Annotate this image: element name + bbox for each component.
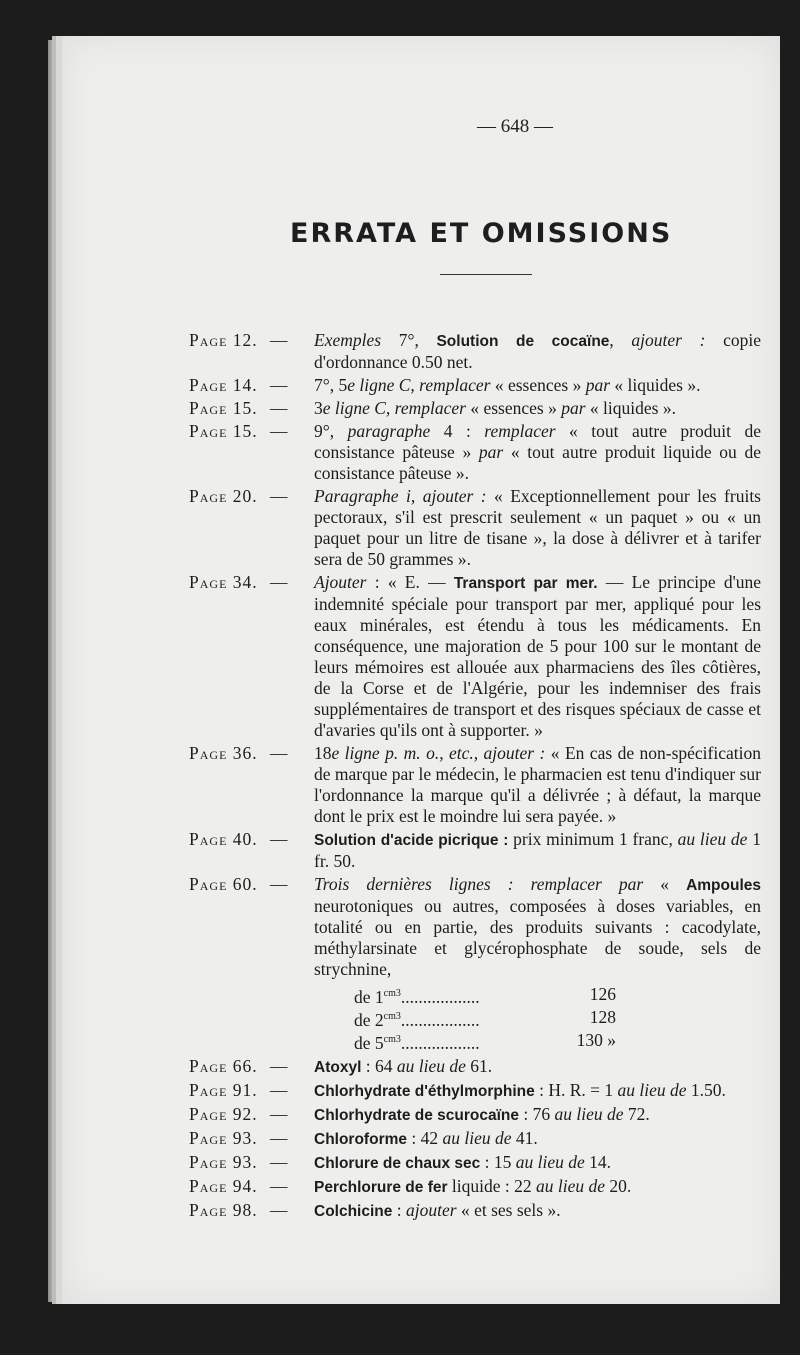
text-run: — Le principe d'une indemnité spéciale pour transport par mer, appliqué pour les eaux minérales, est étendu à tous les médicaments. En conséquence, une majoration de 5 pour 100 sur le montant de leurs mémoires est allouée aux pharmaciens des îles côtières, de la Corse et de l'Algérie, pour les indemniser des frais supplémentaires de transport et des risques spéciaux de casse et d'avaries qu'ils ont à supporter. » [314,572,761,740]
italic-text: par [561,398,586,418]
text-run: « essences » [465,398,562,418]
text-run: : « E. — [366,572,454,592]
errata-entry [189,398,761,419]
page-label: Page 98. [189,1200,258,1221]
errata-entry [189,874,761,1054]
text-run: « essences » [490,375,586,395]
entry-text [314,743,761,827]
errata-entry [189,743,761,827]
text-run: 3 [314,398,323,418]
bold-term: Colchicine [314,1203,393,1221]
bold-term: Ampoules [686,877,762,894]
dose-label: de $1^{cm3}$.................. [354,986,480,1007]
text-run: 72. [623,1104,650,1125]
text-run: : 64 [361,1056,397,1077]
page-label: Page 92. [189,1104,258,1125]
dash-separator: — [265,1152,288,1173]
errata-list [189,330,761,1224]
bold-term: Solution de cocaïne [436,333,610,350]
text-run: : 76 [519,1104,555,1125]
text-run: « tout autre produit liquide ou de consistance pâteuse ». [314,442,761,483]
document-page [62,36,780,1304]
title-divider [440,274,532,275]
price-row [354,1007,616,1030]
page-title: ERRATA ET OMISSIONS [290,218,673,249]
bold-term: Chloroforme [314,1131,407,1149]
entry-page-ref [189,1104,314,1126]
entry-text [314,1152,761,1174]
entry-text [314,1176,761,1198]
dash-separator: — [265,743,288,763]
errata-entry [189,1200,761,1222]
page-label: Page 93. [189,1152,258,1173]
errata-entry [189,330,761,373]
errata-entry [189,486,761,570]
italic-text: paragraphe [347,421,431,441]
entry-page-ref [189,874,314,1054]
dash-separator: — [265,1128,288,1149]
price-value: 130 » [576,1029,616,1050]
italic-text: e ligne p. m. o., etc., ajouter : [331,743,546,763]
italic-text: au lieu de [617,1080,687,1101]
page-label: Page 15. [189,398,258,418]
italic-text: au lieu de [536,1176,606,1197]
errata-entry [189,1080,761,1102]
text-run: 7°, 5 [314,375,348,395]
text-run: , [609,330,632,350]
entry-text [314,572,761,741]
entry-text [314,1104,761,1126]
price-row [354,984,616,1007]
text-run: prix minimum 1 franc, [508,829,678,849]
italic-text: ajouter [406,1200,457,1221]
italic-text: e ligne C, remplacer [322,398,466,418]
dash-separator: — [265,1200,288,1221]
text-run: : 42 [407,1128,443,1149]
errata-entry [189,829,761,872]
price-value: 128 [589,1006,616,1027]
dash-separator: — [265,1176,288,1197]
errata-entry [189,1152,761,1174]
dash-separator: — [265,486,288,506]
italic-text: ajouter : [631,330,706,350]
entry-text [314,874,761,1054]
bold-term: Chlorhydrate de scurocaïne [314,1107,520,1125]
errata-entry [189,375,761,396]
dash-separator: — [265,1104,288,1125]
dash-separator: — [265,1056,288,1077]
italic-text: au lieu de [677,829,748,849]
bold-term: Chlorure de chaux sec [314,1155,481,1173]
text-run: 61. [465,1056,493,1077]
entry-page-ref [189,421,314,484]
text-run: : 15 [480,1152,516,1173]
entry-text [314,1200,761,1222]
text-run: liquide : 22 [447,1176,536,1197]
bold-term: Solution d'acide picrique : [314,832,509,849]
italic-text: au lieu de [396,1056,466,1077]
text-run: 9°, [314,421,348,441]
text-run: « tout autre produit de consistance pâteuse » [314,421,761,462]
text-run: 1 fr. 50. [314,829,761,871]
dash-separator: — [265,1080,288,1101]
entry-page-ref [189,1200,314,1222]
text-run: 18 [314,743,332,763]
errata-entry [189,1056,761,1078]
errata-entry [189,1128,761,1150]
text-run: 7°, [381,330,437,350]
italic-text: par [478,442,504,462]
entry-text [314,398,761,419]
text-run: « Exceptionnellement pour les fruits pectoraux, s'il est prescrit seulement « un paquet » ou « un paquet pour un litre de tisane », la dose à délivrer et à tarifer sera de 50 grammes ». [314,486,761,569]
dash-separator: — [265,572,288,592]
entry-page-ref [189,375,314,396]
italic-text: par [585,375,611,395]
dose-label: de $2^{cm3}$.................. [354,1009,480,1030]
price-value: 126 [589,984,616,1004]
errata-entry [189,572,761,741]
entry-text [314,330,761,373]
text-run: 41. [511,1128,538,1149]
entry-page-ref [189,1152,314,1174]
entry-page-ref [189,829,314,872]
text-run: neurotoniques ou autres, composées à doses variables, en totalité ou en partie, des produits suivants : cacodylate, méthylarsinate et glycérophosphate de soude, sels de strychnine, [314,896,761,979]
entry-text [314,1128,761,1150]
text-run: : [392,1200,407,1221]
page-label: Page 66. [189,1056,258,1077]
dose-label: de $5^{cm3}$.................. [354,1032,480,1053]
bold-term: Perchlorure de fer [314,1179,448,1197]
page-label: Page 20. [189,486,258,506]
bold-term: Atoxyl [314,1059,362,1077]
text-run: 14. [584,1152,612,1173]
entry-page-ref [189,1080,314,1102]
italic-text: remplacer [484,421,556,441]
dash-separator: — [265,421,288,441]
entry-page-ref [189,1128,314,1150]
dash-separator: — [265,330,288,350]
entry-text [314,421,761,484]
text-run: « liquides ». [585,398,676,418]
page-label: Page 34. [189,572,258,592]
text-run: copie d'ordonnance 0.50 net. [314,330,761,372]
text-run: « et ses sels ». [456,1200,561,1221]
page-label: Page 93. [189,1128,258,1149]
italic-text: Trois dernières lignes : remplacer par [314,874,644,894]
entry-text [314,829,761,872]
entry-text [314,375,761,396]
italic-text: au lieu de [442,1128,512,1149]
errata-entry [189,421,761,484]
entry-text [314,1056,761,1078]
page-label: Page 60. [189,874,258,894]
page-number: — 648 — [477,116,553,137]
page-label: Page 36. [189,743,258,763]
italic-text: Paragraphe i, ajouter : [314,486,487,506]
entry-page-ref [189,743,314,827]
text-run: 20. [605,1176,632,1197]
dash-separator: — [265,829,288,849]
entry-page-ref [189,572,314,741]
page-label: Page 94. [189,1176,258,1197]
text-run: : H. R. = 1 [534,1080,618,1101]
entry-page-ref [189,486,314,570]
entry-text [314,486,761,570]
entry-text [314,1080,761,1102]
bold-term: Transport par mer. [453,575,598,592]
errata-entry [189,1176,761,1198]
page-label: Page 12. [189,330,258,350]
text-run: « [643,874,687,894]
page-label: Page 40. [189,829,258,849]
page-label: Page 91. [189,1080,258,1101]
page-label: Page 15. [189,421,258,441]
italic-text: Exemples [314,330,382,350]
entry-page-ref [189,330,314,373]
entry-page-ref [189,398,314,419]
italic-text: Ajouter [314,572,367,592]
text-run: 1.50. [686,1080,726,1101]
price-row [354,1030,616,1053]
italic-text: au lieu de [515,1152,585,1173]
page-label: Page 14. [189,375,258,395]
bold-term: Chlorhydrate d'éthylmorphine [314,1083,535,1101]
italic-text: au lieu de [554,1104,624,1125]
price-table [354,984,616,1052]
errata-entry [189,1104,761,1126]
dash-separator: — [265,874,288,894]
entry-page-ref [189,1176,314,1198]
text-run: « liquides ». [610,375,701,395]
italic-text: e ligne C, remplacer [347,375,491,395]
entry-page-ref [189,1056,314,1078]
text-run: 4 : [430,421,485,441]
dash-separator: — [265,375,288,395]
dash-separator: — [265,398,288,418]
text-run: « En cas de non-spécification de marque par le médecin, le pharmacien est tenu d'indiquer sur l'ordonnance la marque qu'il a délivrée ; à défaut, la marque dont le prix est le moindre lui sera payée. » [314,743,761,826]
